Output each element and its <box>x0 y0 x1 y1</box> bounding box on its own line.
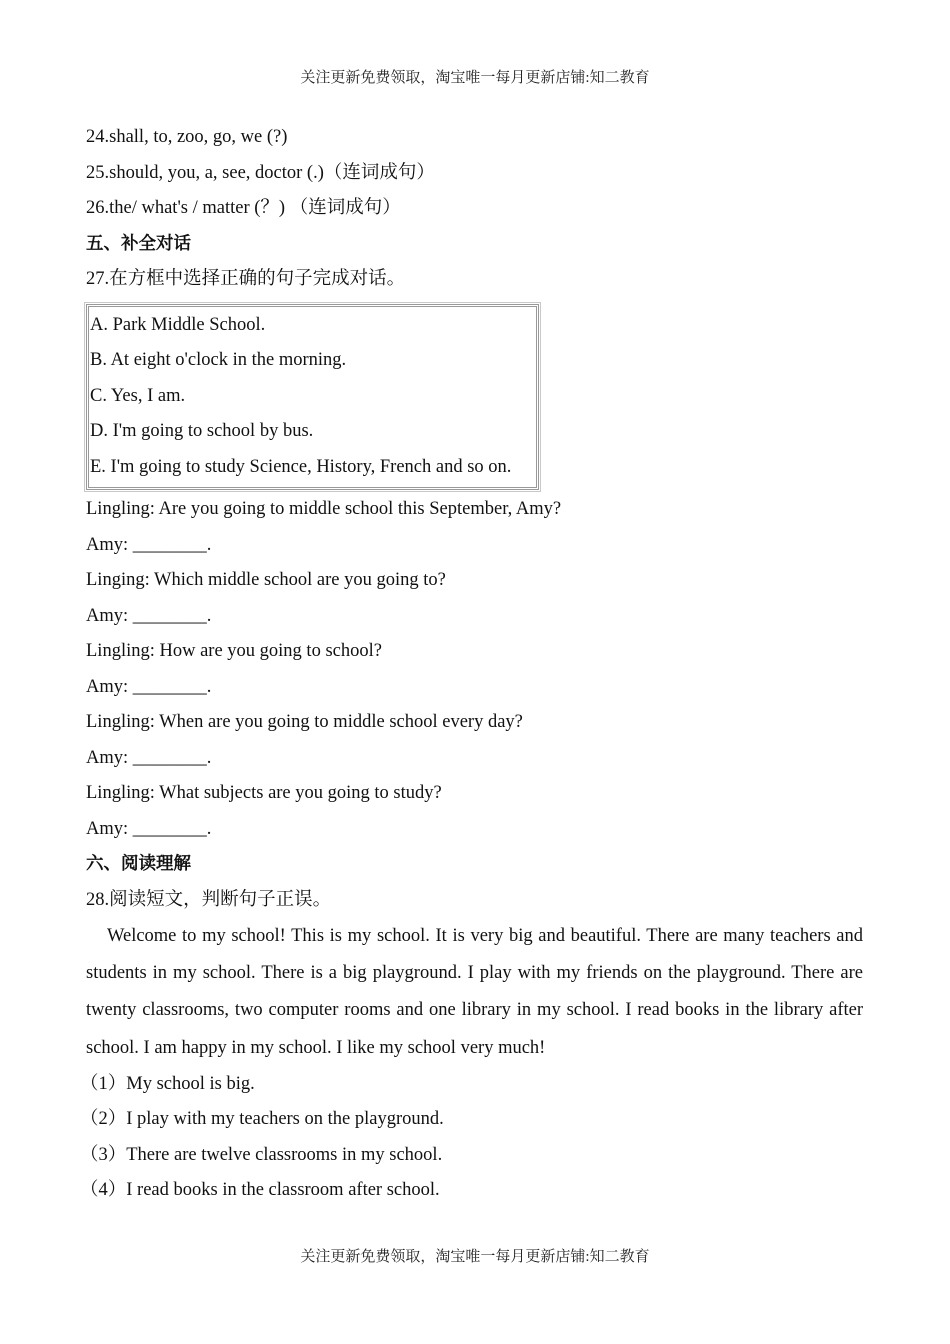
question-27: 27.在方框中选择正确的句子完成对话。 <box>86 269 406 289</box>
dialogue-line: Amy: ________. <box>86 818 212 839</box>
worksheet-content <box>80 120 863 1209</box>
judgement-item-3: （3）There are twelve classrooms in my school. <box>80 1144 443 1165</box>
question-26: 26.the/ what's / matter (？) （连词成句） <box>86 198 401 218</box>
dialogue-line: Lingling: When are you going to middle school every day? <box>86 712 523 732</box>
dialogue-line: Amy: ________. <box>86 676 212 697</box>
question-28: 28.阅读短文，判断句子正误。 <box>86 889 332 910</box>
section-6-title: 六、阅读理解 <box>86 854 191 874</box>
option-d: D. I'm going to school by bus. <box>90 421 314 441</box>
dialogue-line: Amy: ________. <box>86 605 212 626</box>
option-a: A. Park Middle School. <box>90 314 266 335</box>
section-5-title: 五、补全对话 <box>86 233 191 254</box>
options-box <box>86 304 539 491</box>
option-e: E. I'm going to study Science, History, French and so on. <box>90 456 512 477</box>
dialogue-line: Lingling: How are you going to school? <box>86 641 382 661</box>
dialogue-line: Amy: ________. <box>86 747 212 768</box>
page-header: 关注更新免费领取，淘宝唯一每月更新店铺:知二教育 <box>300 70 650 86</box>
dialogue-line: Lingling: Are you going to middle school this September, Amy? <box>86 499 562 519</box>
reading-passage: Welcome to my school! This is my school. It is very big and beautiful. There are many teachers and students in my school. There is a big playground. I play with my friends on the playground. There are twenty classrooms, two computer rooms and one library in my school. I read books in the library after school. I am happy in my school. I like my school very much! <box>86 926 863 1058</box>
judgement-item-4: （4）I read books in the classroom after school. <box>80 1180 440 1201</box>
option-b: B. At eight o'clock in the morning. <box>90 350 347 370</box>
question-25: 25.should, you, a, see, doctor (.)（连词成句） <box>86 162 435 183</box>
page-footer: 关注更新免费领取，淘宝唯一每月更新店铺:知二教育 <box>300 1249 650 1265</box>
question-24: 24.shall, to, zoo, go, we (?) <box>86 127 288 147</box>
judgement-item-2: （2）I play with my teachers on the playground. <box>80 1109 444 1130</box>
dialogue-line: Lingling: What subjects are you going to study? <box>86 783 442 803</box>
dialogue-line: Amy: ________. <box>86 534 212 555</box>
judgement-item-1: （1）My school is big. <box>80 1073 255 1094</box>
option-c: C. Yes, I am. <box>90 385 186 406</box>
dialogue-line: Linging: Which middle school are you going to? <box>86 570 446 590</box>
